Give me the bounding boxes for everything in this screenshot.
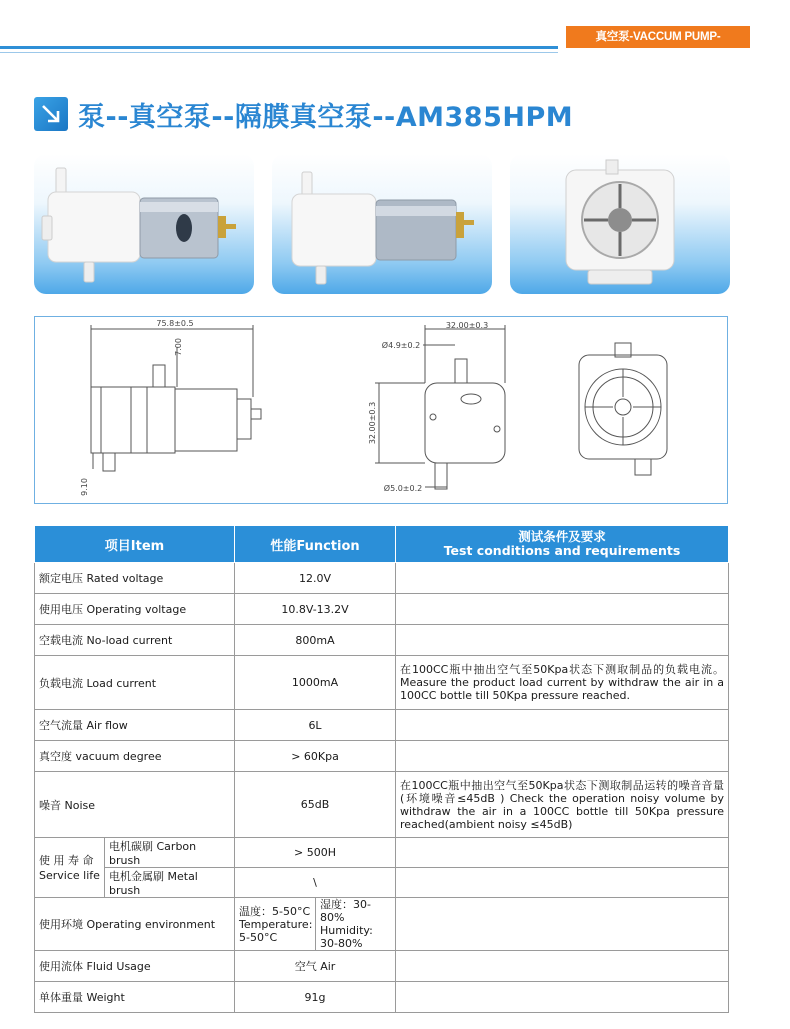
product-photo-side [34, 154, 254, 294]
row-load-current-cond: 在100CC瓶中抽出空气至50Kpa状态下测取制品的负载电流。Measure the product load current by withdraw the air in a 100CC bottle till 50Kpa pressure reached. [396, 656, 729, 710]
row-noise-cond: 在100CC瓶中抽出空气至50Kpa状态下测取制品运转的噪音音量(环境噪音≤45dB ) Check the operation noisy volume by withdraw the air in a 100CC bottle till 50Kpa pressure reached(ambient noisy ≤45dB) [396, 772, 729, 838]
row-metal-brush-cond [396, 868, 729, 898]
row-carbon-brush-value: > 500H [235, 838, 396, 868]
row-metal-brush-value: \ [235, 868, 396, 898]
table-row [35, 898, 729, 951]
header-rule [0, 46, 558, 49]
product-photo-angle [272, 154, 492, 294]
pump-front-illustration [510, 154, 730, 294]
row-weight-label: 单体重量 Weight [35, 982, 235, 1013]
row-air-flow-value: 6L [235, 710, 396, 741]
row-environment-humidity: 湿度：30-80% Humidity: 30-80% [316, 898, 396, 951]
row-fluid-cond [396, 951, 729, 982]
service-life-en: Service life [39, 868, 100, 882]
row-noise-label: 噪音 Noise [35, 772, 235, 838]
pump-head-side [91, 387, 175, 453]
title-row [34, 96, 573, 132]
table-row [35, 710, 729, 741]
table-row [35, 838, 729, 868]
header-function: 性能Function [235, 526, 396, 563]
row-rated-voltage-label: 额定电压 Rated voltage [35, 563, 235, 594]
dim-length: 75.8±0.5 [156, 319, 194, 328]
product-photo-front [510, 154, 730, 294]
table-row [35, 951, 729, 982]
row-carbon-brush-label: 电机碳刷 Carbon brush [105, 838, 235, 868]
row-vacuum-degree-value: > 60Kpa [235, 741, 396, 772]
row-operating-voltage-cond [396, 594, 729, 625]
dim-width: 32.00±0.3 [445, 321, 489, 330]
header-test-en: Test conditions and requirements [443, 543, 681, 558]
table-row [35, 982, 729, 1013]
row-weight-value: 91g [235, 982, 396, 1013]
arrow-down-right-icon [34, 97, 68, 131]
row-no-load-current-label: 空载电流 No-load current [35, 625, 235, 656]
row-environment-temp: 温度：5-50°C Temperature: 5-50°C [235, 898, 316, 951]
spec-table [34, 525, 729, 1013]
dim-outlet-height: 7.00 [174, 338, 183, 356]
table-header-row [35, 526, 729, 563]
dim-height: 32.00±0.3 [368, 401, 377, 445]
table-row [35, 594, 729, 625]
table-row [35, 563, 729, 594]
row-metal-brush-label: 电机金属刷 Metal brush [105, 868, 235, 898]
header-test-conditions [396, 526, 729, 563]
row-load-current-label: 负载电流 Load current [35, 656, 235, 710]
row-vacuum-degree-cond [396, 741, 729, 772]
technical-drawing [34, 316, 728, 504]
page-title: 泵--真空泵--隔膜真空泵--AM385HPM [78, 101, 574, 133]
pump-angle-illustration [272, 154, 492, 294]
header-test-cn: 测试条件及要求 [518, 529, 606, 544]
table-row [35, 772, 729, 838]
row-operating-voltage-label: 使用电压 Operating voltage [35, 594, 235, 625]
row-no-load-current-value: 800mA [235, 625, 396, 656]
header-item: 项目Item [35, 526, 235, 563]
row-carbon-brush-cond [396, 838, 729, 868]
dim-inlet-height: 9.10 [80, 478, 89, 496]
row-rated-voltage-cond [396, 563, 729, 594]
row-environment-label: 使用环境 Operating environment [35, 898, 235, 951]
row-rated-voltage-value: 12.0V [235, 563, 396, 594]
table-row [35, 625, 729, 656]
row-vacuum-degree-label: 真空度 vacuum degree [35, 741, 235, 772]
category-badge: 真空泵-VACCUM PUMP-DIAPHRAGM [566, 26, 750, 48]
header-rule-thin [0, 52, 558, 53]
service-life-cn: 使 用 寿 命 [39, 853, 94, 867]
row-operating-voltage-value: 10.8V-13.2V [235, 594, 396, 625]
dim-bottom-nozzle: Ø5.0±0.2 [383, 484, 423, 493]
row-service-life-label [35, 838, 105, 898]
row-air-flow-cond [396, 710, 729, 741]
table-row [35, 868, 729, 898]
row-load-current-value: 1000mA [235, 656, 396, 710]
dim-top-nozzle: Ø4.9±0.2 [381, 341, 421, 350]
table-row [35, 741, 729, 772]
pump-side-illustration [34, 154, 254, 294]
row-noise-value: 65dB [235, 772, 396, 838]
table-row [35, 656, 729, 710]
row-fluid-label: 使用流体 Fluid Usage [35, 951, 235, 982]
row-fluid-value: 空气 Air [235, 951, 396, 982]
row-no-load-current-cond [396, 625, 729, 656]
row-environment-cond [396, 898, 729, 951]
row-weight-cond [396, 982, 729, 1013]
row-air-flow-label: 空气流量 Air flow [35, 710, 235, 741]
